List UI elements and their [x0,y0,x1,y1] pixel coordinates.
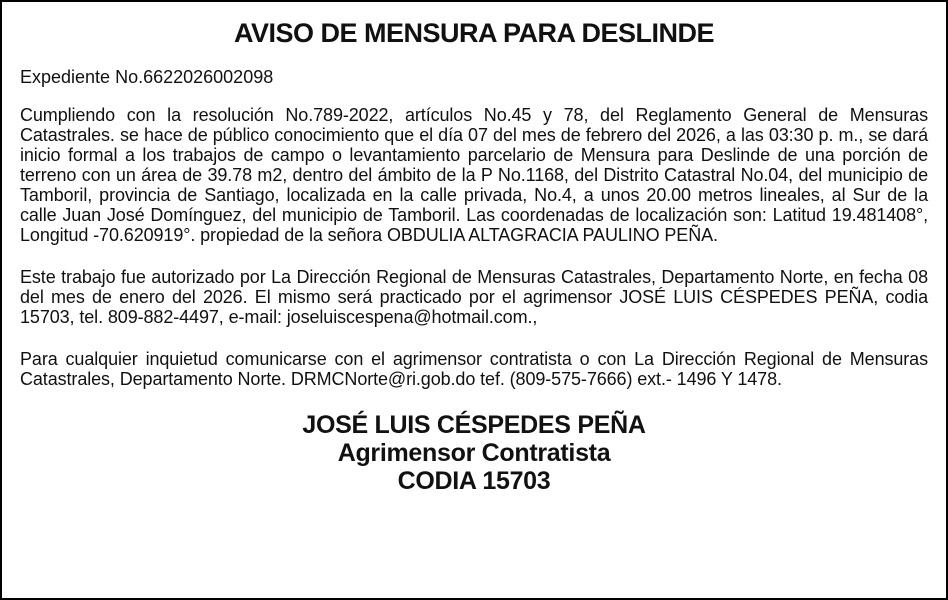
signature-name: JOSÉ LUIS CÉSPEDES PEÑA [302,411,646,439]
signature-block [20,411,928,495]
paragraph-contact: Para cualquier inquietud comunicarse con el agrimensor contratista o con La Dirección Regional de Mensuras Catastrales, Departamento Norte. DRMCNorte@ri.gob.do tef. (809-575-7666) ext.- 1496 Y 1478. [20,349,928,389]
paragraph-survey-details: Cumpliendo con la resolución No.789-2022, artículos No.45 y 78, del Reglamento General de Mensuras Catastrales. se hace de público conocimiento que el día 07 del mes de febrero del 2026, a las 03:30 p. m., se dará inicio formal a los trabajos de campo o levantamiento parcelario de Mensura para Deslinde de una porción de terreno con un área de 39.78 m2, dentro del ámbito de la P No.1168, del Distrito Catastral No.04, del municipio de Tamboril, provincia de Santiago, localizada en la calle privada, No.4, a unos 20.00 metros lineales, al Sur de la calle Juan José Domínguez, del municipio de Tamboril. Las coordenadas de localización son: Latitud 19.481408°, Longitud -70.620919°. propiedad de la señora OBDULIA ALTAGRACIA PAULINO PEÑA. [20,105,928,245]
expediente-number: Expediente No.6622026002098 [20,67,274,87]
notice-title: AVISO DE MENSURA PARA DESLINDE [233,18,715,48]
signature-role: Agrimensor Contratista [337,439,611,467]
signature-codia: CODIA 15703 [397,467,551,495]
paragraph-authorization: Este trabajo fue autorizado por La Dirección Regional de Mensuras Catastrales, Departamento Norte, en fecha 08 del mes de enero del 2026. El mismo será practicado por el agrimensor JOSÉ LUIS CÉSPEDES PEÑA, codia 15703, tel. 809-882-4497, e-mail: joseluiscespena@hotmail.com., [20,267,928,327]
